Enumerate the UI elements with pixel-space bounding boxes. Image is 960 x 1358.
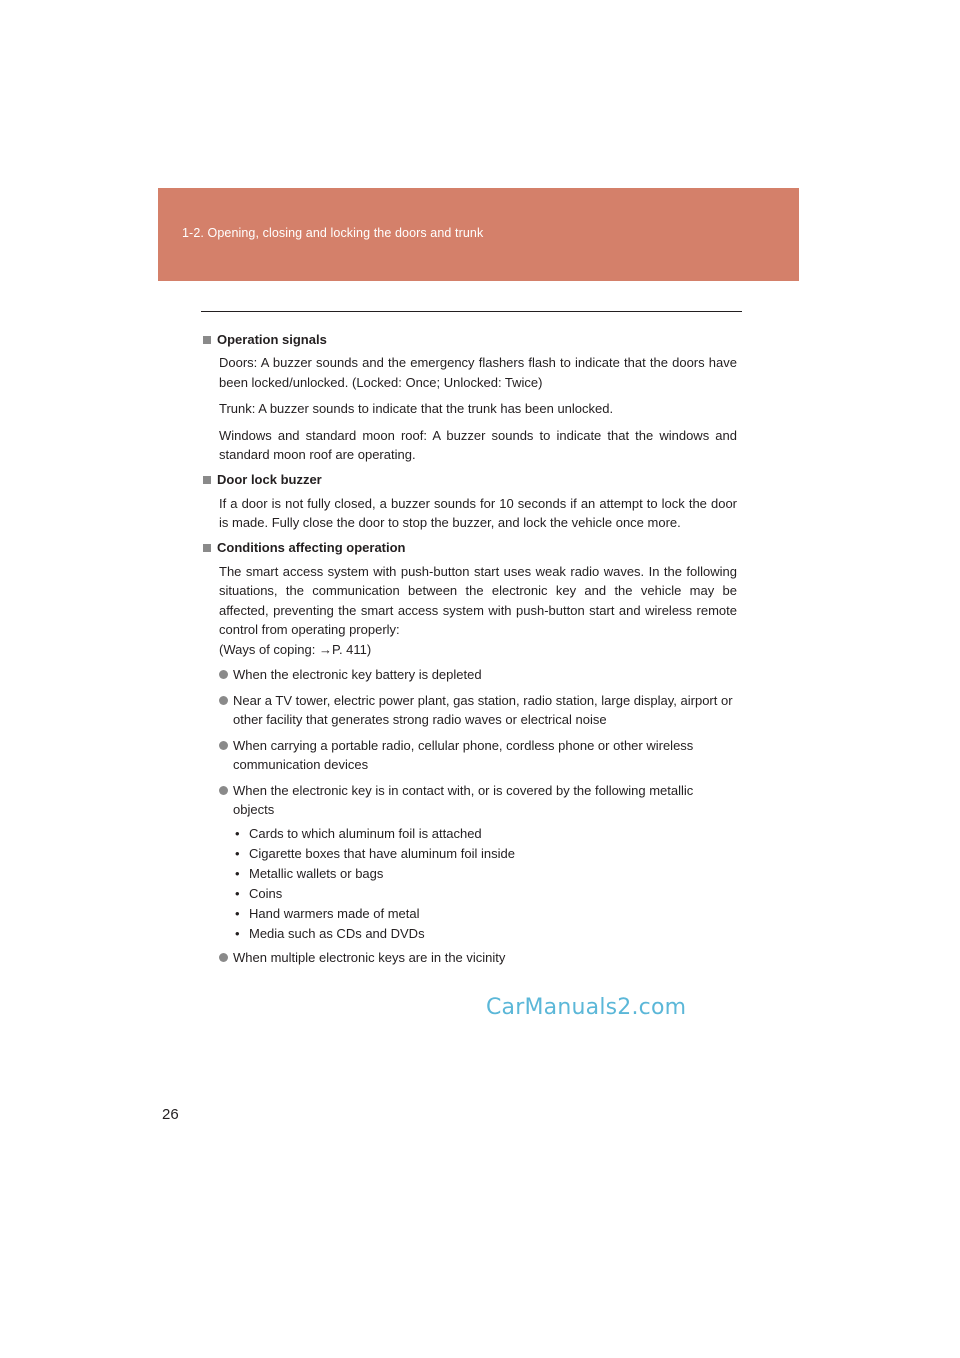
page-reference-link[interactable]: (Ways of coping: →P. 411) bbox=[219, 641, 372, 657]
paragraph: The smart access system with push-button start uses weak radio waves. In the following situations, the communication between the electronic key and the vehicle may be affected, preventing the smart access system with push-button start and wireless remote control from operating properly: bbox=[219, 563, 737, 637]
list-item: When multiple electronic keys are in the vicinity bbox=[219, 948, 737, 968]
sub-list-item: • Coins bbox=[235, 885, 283, 901]
sub-list-item: • Cards to which aluminum foil is attached bbox=[235, 825, 482, 841]
circle-bullet-icon bbox=[219, 786, 228, 795]
list-item: When carrying a portable radio, cellular phone, cordless phone or other wireless communication devices bbox=[219, 736, 737, 775]
circle-bullet-icon bbox=[219, 696, 228, 705]
list-item: Near a TV tower, electric power plant, gas station, radio station, large display, airport or other facility that generates strong radio waves or electrical noise bbox=[219, 691, 737, 730]
sub-list-item: • Cigarette boxes that have aluminum foil inside bbox=[235, 845, 515, 861]
paragraph: Trunk: A buzzer sounds to indicate that the trunk has been unlocked. bbox=[219, 401, 614, 416]
sub-list-item: • Media such as CDs and DVDs bbox=[235, 925, 425, 941]
section-title: 1-2. Opening, closing and locking the doors and trunk bbox=[182, 226, 484, 240]
list-item: When the electronic key battery is depleted bbox=[219, 665, 737, 685]
heading-door-lock-buzzer: Door lock buzzer bbox=[203, 471, 737, 490]
circle-bullet-icon bbox=[219, 741, 228, 750]
page-content bbox=[203, 330, 737, 967]
paragraph: Doors: A buzzer sounds and the emergency flashers flash to indicate that the doors have been locked/unlocked. (Locked: Once; Unlocked: Twice) bbox=[219, 355, 737, 390]
heading-operation-signals: Operation signals bbox=[203, 330, 737, 349]
section-header-band bbox=[158, 188, 799, 281]
sub-list-item: • Metallic wallets or bags bbox=[235, 865, 384, 881]
divider-rule bbox=[201, 311, 742, 312]
heading-conditions-affecting-operation: Conditions affecting operation bbox=[203, 539, 737, 558]
sub-list-item: • Hand warmers made of metal bbox=[235, 905, 420, 921]
paragraph: Windows and standard moon roof: A buzzer sounds to indicate that the windows and standard moon roof are operating. bbox=[219, 427, 737, 462]
paragraph: If a door is not fully closed, a buzzer sounds for 10 seconds if an attempt to lock the door is made. Fully close the door to stop the buzzer, and lock the vehicle once more. bbox=[219, 495, 737, 530]
square-bullet-icon bbox=[203, 544, 211, 552]
page-number: 26 bbox=[162, 1106, 179, 1123]
metallic-objects-list bbox=[235, 824, 737, 944]
circle-bullet-icon bbox=[219, 670, 228, 679]
square-bullet-icon bbox=[203, 336, 211, 344]
list-item: When the electronic key is in contact with, or is covered by the following metallic objects bbox=[219, 781, 737, 820]
square-bullet-icon bbox=[203, 476, 211, 484]
circle-bullet-icon bbox=[219, 953, 228, 962]
watermark-logo: CarManuals2.com bbox=[486, 995, 687, 1020]
